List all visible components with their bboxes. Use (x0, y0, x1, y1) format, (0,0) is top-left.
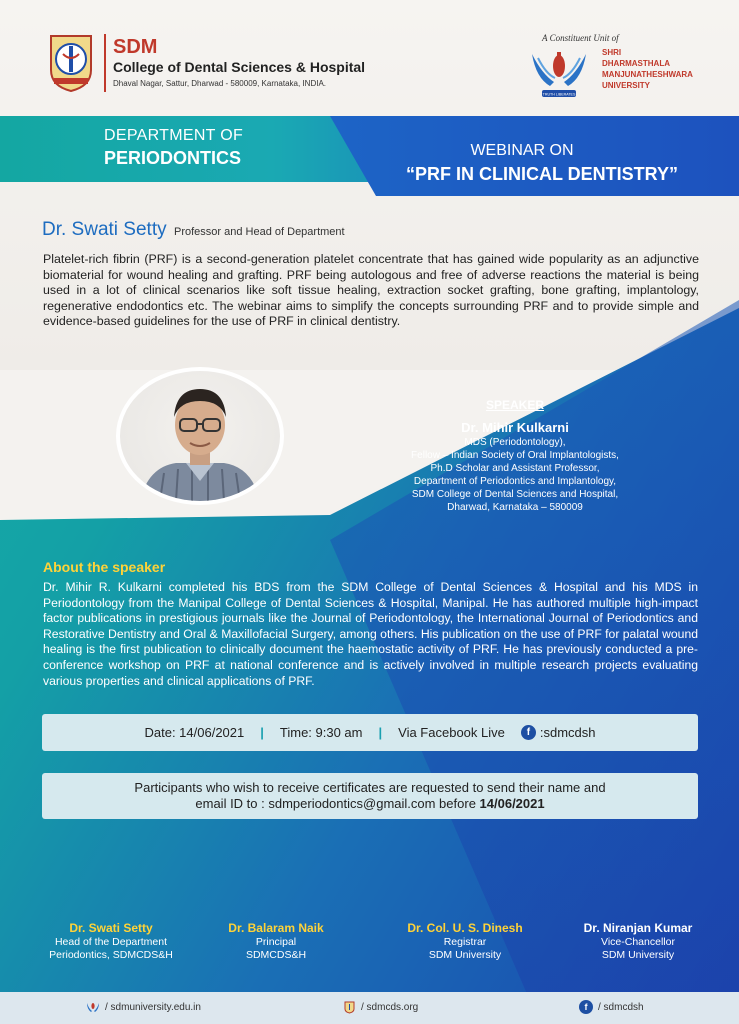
signatory (38, 922, 184, 962)
signatory (566, 922, 710, 962)
signatory-role: SDMCDS&H (245, 949, 307, 961)
speaker-photo (116, 367, 284, 505)
sdm-college-crest-logo (48, 34, 94, 92)
certificate-line (42, 796, 698, 812)
signatory-role: Periodontics, SDMCDS&H (49, 949, 173, 961)
signatory-role: Registrar (443, 936, 487, 948)
about-speaker-text: Dr. Mihir R. Kulkarni completed his BDS from the SDM College of Dental Sciences & Hospital and his MDS in Periodontology from the Manipal College of Dental Sciences & Hospital, Manipal. He has authored multiple high-impact factor publications in prestigious journals like the Journal of Periodontology, the International Journal of Periodontics and Restorative Dentistry and Oral & Maxillofacial Surgery, among others. His publication on the use of PRF for palatal wound healing is the first publication to clinically document the haemostatic activity of PRF. He has previously conducted a pre-conference workshop on PRF at national conference and is actively involved in multiple research projects evaluating various properties and clinical applications of PRF. (43, 580, 698, 688)
facebook-icon: f (521, 725, 536, 740)
university-name-line: UNIVERSITY (602, 81, 651, 90)
university-logo-icon (86, 1000, 100, 1014)
separator: | (378, 725, 383, 740)
university-name-line: MANJUNATHESHWARA (602, 70, 693, 79)
speaker-credential: Dharwad, Karnataka – 580009 (447, 502, 583, 513)
speaker-credential: Ph.D Scholar and Assistant Professor, (430, 463, 600, 474)
separator: | (260, 725, 264, 740)
speaker-details (370, 398, 660, 514)
signatory-role: Vice-Chancellor (601, 936, 675, 948)
signatory (390, 922, 540, 962)
facebook-page[interactable]: / sdmcdsh (598, 1001, 644, 1013)
college-crest-icon (342, 1000, 356, 1014)
certificate-notice (42, 773, 698, 819)
signatory-name: Dr. Niranjan Kumar (583, 921, 693, 935)
speaker-credential: Department of Periodontics and Implantology, (413, 476, 617, 487)
event-date: Date: 14/06/2021 (144, 725, 245, 740)
signatory-role: Principal (255, 936, 297, 948)
speaker-name: Dr. Mihir Kulkarni (461, 420, 569, 435)
sdm-university-logo (528, 44, 590, 102)
footer-college-link[interactable] (342, 1000, 418, 1014)
certificate-email-text: email ID to : sdmperiodontics@gmail.com before (195, 796, 480, 811)
footer-university-link[interactable] (86, 1000, 201, 1014)
host-title: Professor and Head of Department (174, 226, 345, 238)
webinar-description: Platelet-rich fibrin (PRF) is a second-generation platelet concentrate that has gained wide popularity as an adjunctive biomaterial for wound healing and grafting. PRF being autologous and free of adverse reactions the material is being used in a lot of clinical scenarios like soft tissue healing, extraction socket grafting, bone grafting, implantology, regenerative endodontics etc. The webinar aims to simplify the concepts surrounding PRF and to provide simple and evidence-based guidelines for the use of PRF in clinical dentistry. (43, 252, 699, 329)
college-website[interactable]: / sdmcds.org (361, 1001, 419, 1013)
college-address: Dhaval Nagar, Sattur, Dharwad - 580009, Karnataka, INDIA. (113, 79, 327, 88)
speaker-heading: SPEAKER (485, 398, 544, 412)
event-platform: Via Facebook Live (398, 725, 505, 740)
signatory (205, 922, 347, 962)
host-name: Dr. Swati Setty (42, 219, 167, 240)
signatory-role: SDM University (601, 949, 675, 961)
event-info-bar (42, 714, 698, 751)
department-name: PERIODONTICS (104, 148, 242, 168)
facebook-icon: f (579, 1000, 593, 1014)
signatory-role: SDM University (428, 949, 502, 961)
webinar-title: “PRF IN CLINICAL DENTISTRY” (405, 164, 678, 184)
signatory-name: Dr. Col. U. S. Dinesh (407, 921, 523, 935)
event-time: Time: 9:30 am (279, 725, 363, 740)
certificate-line: Participants who wish to receive certificates are requested to send their name and (134, 780, 606, 795)
university-website[interactable]: / sdmuniversity.edu.in (105, 1001, 201, 1013)
speaker-credential: SDM College of Dental Sciences and Hospital, (411, 489, 619, 500)
header-divider (104, 34, 106, 92)
university-name-line: SHRI (602, 48, 622, 57)
about-speaker-heading: About the speaker (43, 559, 166, 575)
university-name (602, 47, 693, 91)
signatory-role: Head of the Department (54, 936, 168, 948)
college-full-name: College of Dental Sciences & Hospital (113, 59, 366, 75)
signatory-name: Dr. Balaram Naik (228, 921, 324, 935)
college-short-name: SDM (113, 36, 158, 58)
university-name-line: DHARMASTHALA (602, 59, 670, 68)
facebook-handle[interactable]: :sdmcdsh (539, 725, 596, 740)
certificate-deadline: 14/06/2021 (479, 796, 545, 811)
footer-facebook-link[interactable] (579, 1000, 644, 1014)
signatory-name: Dr. Swati Setty (69, 921, 153, 935)
university-logo-caption: TRUTH LIBERATES (542, 92, 576, 97)
constituent-label: A Constituent Unit of (542, 33, 619, 43)
department-label: DEPARTMENT OF (104, 127, 244, 144)
speaker-credential: MDS (Periodontology), (464, 437, 566, 448)
speaker-credential: Fellow – Indian Society of Oral Implantologists, (411, 450, 619, 461)
webinar-label: WEBINAR ON (470, 142, 574, 159)
